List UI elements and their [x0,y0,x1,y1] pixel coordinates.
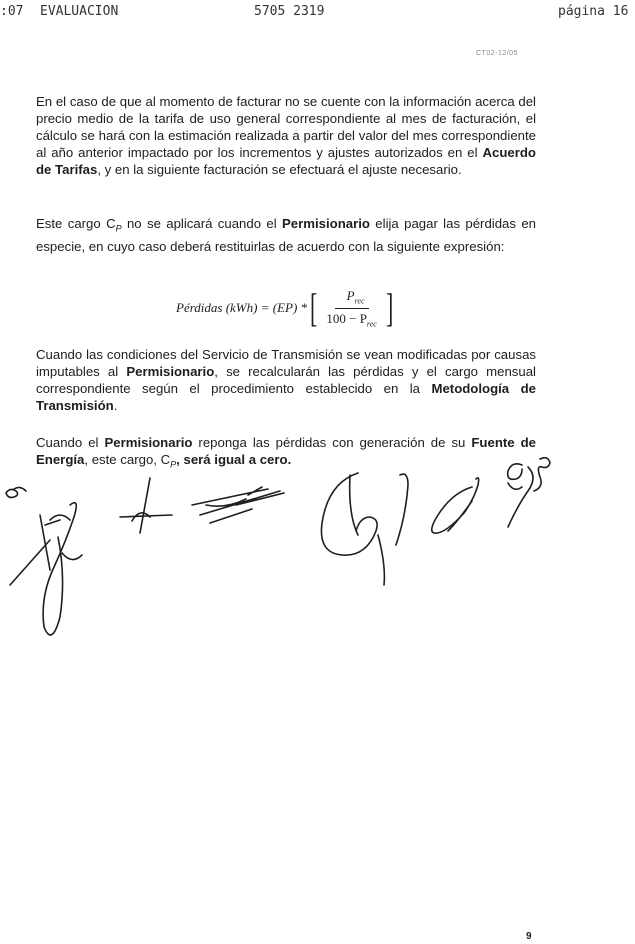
document-code: CT02-12/05 [476,50,518,57]
p4-text-a: Cuando el [36,435,105,450]
p4-text-c: reponga las pérdidas con generación de su [192,435,472,450]
paragraph-1 [36,93,536,178]
p2-text-a: Este cargo C [36,216,116,231]
formula-right-bracket: ] [385,285,394,330]
formula-numerator [335,288,369,309]
paragraph-2 [36,215,536,255]
p4-bold-permisionario: Permisionario [104,435,193,450]
p3-text-a: Cuando las condiciones del Servicio de Transmisión se vean modificadas por causas imputables al [36,347,536,379]
p3-text-e: . [113,398,118,413]
fax-sender: EVALUACION [40,4,119,19]
formula-lhs: Pérdidas (kWh) = (EP) * [176,300,308,315]
formula-den-text: 100 − P [326,310,367,326]
formula-num-sub: rec [354,296,365,306]
p2-text-d: elija pagar las pérdidas en especie, en cuyo caso deberá restituirlas de acuerdo con la siguiente expresión: [36,216,536,254]
p3-text-c: , se recalcularán las pérdidas y el cargo mensual correspondiente según el procedimiento establecido en la [36,364,536,396]
page-number: 9 [526,931,532,942]
p4-sub-p: P [170,459,177,470]
fax-header [0,4,635,22]
p1-bold-acuerdo: Acuerdo de Tarifas [36,145,536,177]
p2-bold-permisionario: Permisionario [282,216,370,231]
p2-text-b: no se aplicará cuando el [121,216,282,231]
losses-formula [176,286,396,330]
handwritten-signatures-icon [0,445,600,670]
p4-bold-cero: , será igual a cero. [176,452,292,467]
p1-text-c: , y en la siguiente facturación se efectuará el ajuste necesario. [97,162,462,177]
p4-text-e: , este cargo, C [84,452,171,467]
fax-time: :07 [0,4,24,19]
p2-sub-p: P [115,223,122,234]
formula-num-p: P [346,287,355,303]
p4-bold-fuente: Fuente de Energía [36,435,536,467]
paragraph-3 [36,346,536,414]
p3-bold-metodologia: Metodología de Transmisión [36,381,536,413]
fax-page: página 16 [558,4,629,19]
fax-phone: 5705 2319 [254,4,325,19]
p1-text-a: En el caso de que al momento de facturar no se cuente con la información acerca del precio medio de la tarifa de uso general correspondiente al mes de facturación, el cálculo se hará con la estimación realizada a partir del valor del mes correspondiente al año anterior impactado por los incrementos y ajustes autorizados en el [36,94,536,160]
formula-den-sub: rec [366,319,377,329]
formula-denominator [322,309,380,329]
p3-bold-permisionario: Permisionario [126,364,215,379]
formula-fraction [322,288,380,328]
formula-left-bracket: [ [310,285,318,330]
